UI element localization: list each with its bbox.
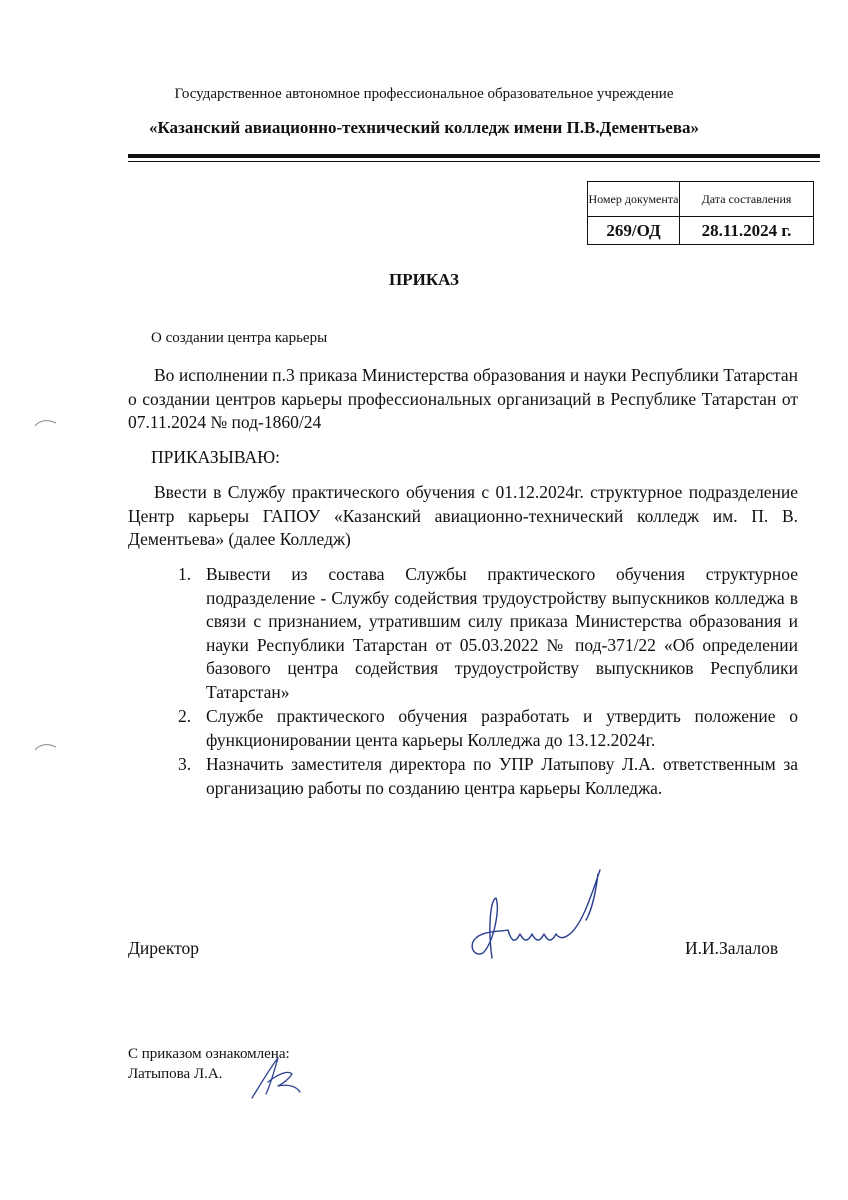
scan-mark bbox=[34, 742, 58, 752]
list-item bbox=[178, 563, 798, 704]
header-rule-thick bbox=[128, 154, 820, 158]
item-text: Вывести из состава Службы практического обучения структурное подразделение - Службу содействия трудоустройству выпускников колледжа в связи с признанием, утратившим силу приказа Министерства образования и науки Республики Татарстан от 05.03.2022 № под-371/22 «Об определении базового центра содействия трудоустройству выпускников Республики Татарстан» bbox=[206, 564, 798, 702]
signatory-role: Директор bbox=[128, 938, 200, 958]
document-title: ПРИКАЗ bbox=[389, 270, 459, 289]
order-items bbox=[178, 563, 798, 801]
number-label: Номер документа bbox=[588, 182, 680, 217]
acknowledgement-note: С приказом ознакомлена: bbox=[128, 1046, 290, 1062]
scan-mark bbox=[34, 418, 58, 428]
item-number: 1. bbox=[178, 564, 192, 584]
basis-paragraph: Во исполнении п.3 приказа Министерства образования и науки Республики Татарстан о создании центров карьеры профессиональных организаций в Республике Татарстан от 07.11.2024 № под-1860/24 bbox=[128, 365, 798, 432]
organization-name: «Казанский авиационно-технический колледж имени П.В.Дементьева» bbox=[148, 118, 700, 137]
header-rule-thin bbox=[128, 161, 820, 162]
document-date: 28.11.2024 г. bbox=[680, 217, 814, 245]
main-paragraph: Ввести в Службу практического обучения с 01.12.2024г. структурное подразделение Центр карьеры ГАПОУ «Казанский авиационно-технический колледж им. П. В. Дементьева» (далее Колледж) bbox=[128, 482, 798, 549]
date-label: Дата составления bbox=[680, 182, 814, 217]
order-word: ПРИКАЗЫВАЮ: bbox=[151, 447, 280, 467]
director-signature-image bbox=[460, 860, 610, 970]
document-number: 269/ОД bbox=[588, 217, 680, 245]
document-meta-table bbox=[587, 181, 814, 245]
signatory-name: И.И.Залалов bbox=[685, 938, 779, 958]
item-number: 3. bbox=[178, 754, 192, 774]
item-number: 2. bbox=[178, 706, 192, 726]
item-text: Назначить заместителя директора по УПР Латыпову Л.А. ответственным за организацию работы по созданию центра карьеры Колледжа. bbox=[206, 754, 798, 798]
organization-type: Государственное автономное профессиональное образовательное учреждение bbox=[174, 86, 674, 102]
list-item bbox=[178, 705, 798, 752]
list-item bbox=[178, 753, 798, 800]
acknowledgement-name: Латыпова Л.А. bbox=[128, 1066, 223, 1082]
acknowledgement-signature-image bbox=[248, 1052, 308, 1100]
item-text: Службе практического обучения разработать и утвердить положение о функционировании цента карьеры Колледжа до 13.12.2024г. bbox=[206, 706, 798, 750]
document-subject: О создании центра карьеры bbox=[151, 330, 328, 346]
